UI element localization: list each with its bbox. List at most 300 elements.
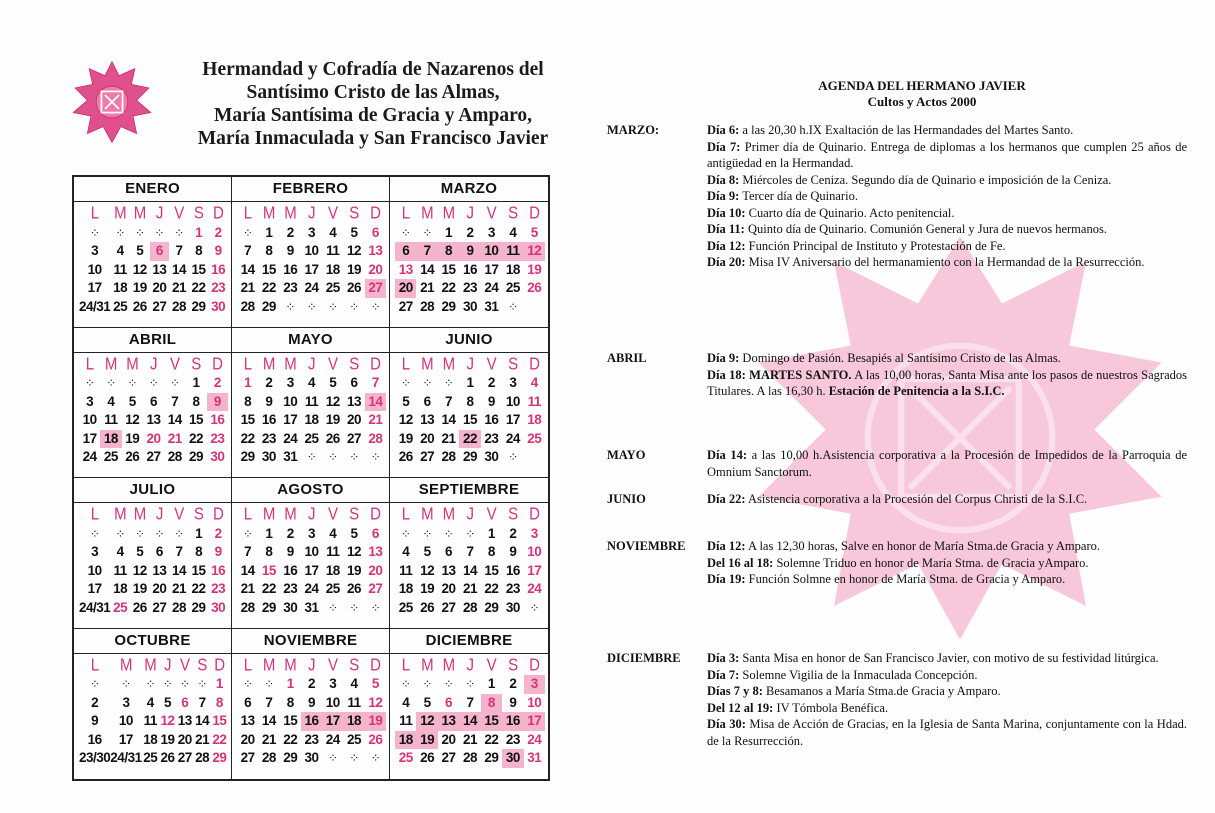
day-grid: [390, 503, 548, 617]
weekday-header: D: [529, 354, 540, 374]
weekday-header: M: [284, 504, 297, 525]
day-cell: 4: [530, 375, 538, 390]
day-cell: 7: [265, 694, 273, 710]
month-mayo: [232, 328, 390, 479]
day-cell: 15: [484, 562, 499, 578]
day-cell: 2: [214, 525, 222, 541]
day-cell: 20: [368, 261, 383, 277]
day-cell: 18: [343, 712, 364, 731]
day-cell: 8: [195, 243, 203, 258]
day-cell: 28: [441, 449, 456, 464]
month-name: MAYO: [232, 328, 389, 353]
day-cell: 3: [487, 224, 495, 240]
day-cell: 13: [177, 713, 192, 728]
day-cell: 31: [527, 750, 542, 765]
day-grid: [390, 353, 548, 467]
day-cell: 2: [509, 676, 517, 691]
day-cell: 17: [304, 261, 319, 277]
agenda-entry: [707, 122, 1187, 139]
day-cell: 10: [82, 412, 97, 427]
day-cell: 26: [420, 750, 435, 765]
day-cell: 24: [304, 280, 319, 295]
month-name: NOVIEMBRE: [232, 629, 389, 654]
header-line: María Santísima de Gracia y Amparo,: [213, 105, 533, 126]
entry-date: Día 20:: [707, 255, 746, 269]
day-cell: 7: [416, 242, 437, 261]
day-cell: 23: [283, 581, 298, 596]
day-cell: 10: [481, 242, 502, 261]
empty-day-marker: ⁘: [465, 677, 475, 691]
day-cell: 24: [484, 280, 499, 295]
day-cell: 2: [286, 525, 294, 541]
entry-date: Día 18: MARTES SANTO.: [707, 367, 852, 382]
day-cell: 1: [195, 525, 203, 541]
day-cell: 30: [304, 750, 319, 765]
day-grid: [74, 654, 231, 768]
entry-date: Día 12:: [707, 539, 746, 553]
day-cell: 17: [283, 412, 298, 427]
day-cell: 15: [191, 261, 206, 277]
day-cell: 22: [189, 430, 204, 446]
empty-day-marker: ⁘: [370, 299, 381, 314]
day-cell: 14: [459, 712, 480, 731]
day-cell: 1: [487, 676, 495, 691]
day-cell: 11: [347, 694, 361, 710]
day-cell: 15: [261, 261, 276, 277]
day-cell: 23: [484, 430, 499, 446]
weekday-header: D: [370, 354, 381, 374]
weekday-header: V: [328, 203, 338, 224]
day-cell: 8: [215, 694, 223, 710]
day-cell: 17: [527, 562, 542, 578]
day-cell: 6: [445, 544, 453, 559]
day-cell: 5: [423, 544, 431, 559]
empty-day-marker: ⁘: [328, 751, 338, 765]
day-grid: [74, 353, 231, 467]
day-cell: 20: [146, 430, 161, 446]
entry-date: Día 7:: [707, 667, 740, 682]
day-cell: 3: [86, 393, 94, 409]
day-cell: 28: [171, 599, 186, 615]
agenda-month-label: MARZO:: [607, 123, 660, 137]
empty-day-marker: ⁘: [508, 299, 518, 314]
month-name: JULIO: [74, 478, 231, 503]
day-cell: 21: [462, 731, 477, 747]
entry-text: Solemne Vigilia de la Inmaculada Concepción.: [742, 667, 978, 682]
entry-text: Misa IV Aniversario del hermanamiento con la Hermandad de la Resurrección.: [748, 255, 1145, 269]
day-cell: 7: [445, 393, 453, 409]
agenda-section: [607, 122, 1187, 271]
day-cell: 3: [509, 375, 517, 390]
weekday-header: S: [508, 354, 518, 374]
weekday-header: V: [180, 655, 190, 675]
day-cell: 14: [441, 412, 456, 427]
empty-day-marker: ⁘: [370, 450, 381, 464]
empty-day-marker: ⁘: [443, 677, 454, 691]
day-cell: 18: [113, 280, 128, 295]
day-cell: 14: [365, 393, 386, 412]
day-cell: 29: [189, 449, 204, 464]
entry-date: Día 19:: [707, 572, 746, 586]
day-cell: 23: [211, 581, 226, 596]
empty-day-marker: ⁘: [180, 677, 190, 691]
day-cell: 15: [481, 712, 502, 731]
day-grid: [232, 202, 389, 316]
day-grid: [390, 654, 548, 768]
day-cell: 4: [307, 375, 315, 390]
day-cell: 20: [441, 731, 456, 747]
weekday-header: M: [442, 504, 455, 525]
day-cell: 24: [283, 430, 298, 446]
day-cell: 9: [214, 544, 222, 559]
day-cell: 2: [265, 375, 273, 390]
agenda-entry: [707, 172, 1187, 189]
day-cell: 20: [347, 412, 362, 427]
empty-day-marker: ⁘: [134, 225, 145, 240]
day-cell: 12: [325, 393, 340, 409]
day-cell: 22: [484, 581, 499, 596]
day-cell: 11: [304, 393, 319, 409]
day-cell: 16: [484, 412, 499, 427]
day-cell: [524, 448, 545, 467]
empty-day-marker: ⁘: [328, 450, 338, 464]
day-cell: 27: [368, 581, 383, 596]
weekday-header: S: [349, 655, 359, 675]
day-cell: 29: [212, 750, 227, 765]
weekday-header: M: [126, 354, 139, 374]
day-cell: 29: [191, 298, 206, 314]
weekday-header: M: [284, 354, 297, 374]
day-cell: 22: [459, 430, 480, 449]
day-cell: 28: [171, 298, 186, 314]
month-marzo: [390, 177, 548, 328]
entry-text: Santa Misa en honor de San Francisco Javier, con motivo de su festividad litúrgica.: [742, 651, 1159, 665]
day-cell: 4: [402, 694, 410, 710]
day-cell: 12: [368, 694, 383, 710]
empty-day-marker: ⁘: [115, 526, 125, 541]
month-name: MARZO: [390, 177, 548, 202]
day-cell: 8: [265, 544, 273, 559]
agenda-entry: [707, 221, 1187, 238]
day-cell: 29: [261, 599, 276, 615]
empty-day-marker: ⁘: [264, 677, 274, 691]
day-cell: 17: [118, 731, 133, 747]
day-cell: 24: [505, 430, 520, 446]
agenda-month-label: MAYO: [607, 448, 646, 462]
weekday-header: L: [401, 354, 410, 374]
day-cell: 26: [368, 731, 383, 747]
day-cell: 8: [438, 242, 459, 261]
empty-day-marker: ⁘: [242, 677, 253, 691]
day-cell: 22: [484, 731, 499, 747]
day-cell: 6: [423, 393, 431, 409]
day-cell: 21: [462, 581, 477, 596]
day-cell: 17: [87, 581, 102, 596]
day-cell: 1: [244, 375, 252, 390]
day-cell: 15: [261, 562, 276, 578]
day-cell: 27: [177, 750, 192, 765]
day-cell: 28: [240, 298, 255, 314]
weekday-header: J: [466, 203, 474, 224]
day-cell: 6: [155, 544, 163, 559]
day-cell: [524, 298, 545, 317]
day-cell: 7: [175, 243, 183, 258]
day-cell: 16: [462, 261, 477, 277]
weekday-header: M: [114, 504, 127, 525]
day-cell: 7: [244, 243, 252, 258]
weekday-header: M: [421, 504, 434, 525]
day-grid: [74, 503, 231, 617]
day-cell: 22: [441, 280, 456, 295]
day-cell: 12: [132, 261, 147, 277]
day-cell: 7: [466, 544, 474, 559]
weekday-header: M: [144, 655, 157, 675]
day-cell: 6: [244, 694, 252, 710]
day-cell: 27: [365, 279, 386, 298]
agenda-title: AGENDA DEL HERMANO JAVIER: [818, 78, 1026, 93]
day-cell: 25: [527, 430, 542, 446]
weekday-header: M: [133, 504, 146, 525]
entry-text: Domingo de Pasión. Besapiés al Santísimo Cristo de las Almas.: [742, 351, 1061, 365]
empty-day-marker: ⁘: [306, 299, 317, 314]
empty-day-marker: ⁘: [465, 526, 475, 541]
entry-text: IV Tómbola Benéfica.: [776, 700, 889, 715]
weekday-header: L: [401, 655, 410, 675]
day-cell: 5: [423, 694, 431, 710]
month-name: ENERO: [74, 177, 231, 202]
day-cell: 2: [91, 694, 99, 710]
day-cell: 9: [265, 393, 273, 409]
day-cell: 7: [171, 393, 179, 409]
weekday-header: V: [328, 504, 338, 525]
empty-day-marker: ⁘: [400, 376, 411, 390]
day-cell: 20: [368, 562, 383, 578]
day-cell: 8: [487, 544, 495, 559]
day-cell: 26: [347, 280, 362, 295]
month-name: AGOSTO: [232, 478, 389, 503]
month-diciembre: [390, 629, 548, 780]
weekday-header: M: [284, 655, 297, 675]
weekday-header: V: [174, 504, 184, 525]
weekday-header: L: [243, 504, 252, 525]
day-cell: 14: [420, 261, 435, 277]
day-cell: 23: [304, 731, 319, 747]
empty-day-marker: ⁘: [106, 376, 116, 390]
day-cell: 23: [462, 280, 477, 295]
entry-text: Primer día de Quinario. Entrega de diplomas a los hermanos que cumplen 25 años de antigüedad en la Hermandad.: [707, 139, 1187, 170]
day-cell: 21: [195, 731, 210, 747]
empty-day-marker: ⁘: [84, 376, 95, 390]
day-cell: 18: [304, 412, 319, 427]
day-cell: 21: [167, 430, 182, 446]
day-cell: 17: [322, 712, 343, 731]
weekday-header: V: [486, 203, 497, 224]
day-cell: 12: [125, 412, 140, 427]
agenda-entry: [707, 667, 1187, 684]
day-cell: 30: [484, 449, 499, 464]
day-cell: 17: [484, 261, 499, 277]
day-cell: 12: [416, 712, 437, 731]
day-cell: 25: [398, 599, 413, 615]
day-cell: 16: [283, 261, 298, 277]
agenda-entry: [707, 538, 1187, 555]
day-cell: 6: [371, 525, 379, 541]
weekday-header: S: [193, 203, 204, 224]
day-cell: 1: [215, 676, 223, 691]
month-name: FEBRERO: [232, 177, 389, 202]
day-cell: 23: [210, 430, 225, 446]
month-julio: [74, 478, 232, 629]
entry-date: Día 7:: [707, 139, 741, 154]
day-cell: 16: [505, 562, 520, 578]
day-cell: 5: [350, 224, 358, 240]
day-cell: 18: [100, 430, 121, 449]
weekday-header: J: [307, 203, 315, 224]
day-cell: 6: [395, 242, 416, 261]
weekday-header: J: [466, 504, 474, 525]
day-cell: 19: [347, 562, 362, 578]
day-cell: 4: [146, 694, 154, 710]
day-cell: 20: [152, 581, 167, 596]
day-cell: 26: [420, 599, 435, 615]
day-cell: 13: [420, 412, 435, 427]
day-cell: 30: [462, 298, 477, 314]
day-cell: 2: [307, 676, 315, 691]
day-cell: 31: [283, 449, 298, 464]
day-cell: 27: [152, 298, 167, 314]
weekday-header: M: [421, 655, 434, 675]
day-cell: 18: [527, 412, 542, 427]
day-cell: 17: [524, 712, 545, 731]
entry-text: Asistencia corporativa a la Procesión del Corpus Christi de la S.I.C.: [747, 492, 1088, 506]
weekday-header: M: [104, 354, 117, 374]
day-cell: 4: [509, 224, 517, 240]
day-cell: 9: [459, 242, 480, 261]
entry-date: Día 14:: [707, 448, 748, 462]
day-cell: 24: [325, 731, 340, 747]
day-cell: 9: [214, 243, 222, 258]
day-cell: 10: [283, 393, 298, 409]
day-cell: 7: [198, 694, 206, 710]
day-cell: 20: [420, 430, 435, 446]
weekday-header: M: [262, 203, 275, 224]
day-cell: 8: [244, 393, 252, 409]
day-cell: 22: [261, 280, 276, 295]
day-cell: 30: [211, 298, 226, 314]
weekday-header: J: [307, 504, 315, 525]
day-cell: 11: [399, 562, 413, 578]
day-cell: 9: [509, 694, 517, 710]
empty-day-marker: ⁘: [174, 225, 184, 240]
weekday-header: V: [328, 354, 338, 374]
agenda-entry: [707, 700, 1187, 717]
empty-day-marker: ⁘: [400, 677, 411, 691]
weekday-header: V: [486, 354, 497, 374]
day-cell: 6: [350, 375, 358, 390]
day-cell: 27: [347, 430, 362, 446]
day-cell: 7: [371, 375, 379, 390]
day-cell: 25: [304, 430, 319, 446]
entry-text: a las 20,30 h.IX Exaltación de las Hermandades del Martes Santo.: [742, 123, 1074, 137]
day-cell: 27: [146, 449, 161, 464]
entry-text: Miércoles de Ceniza. Segundo día de Quinario e imposición de la Ceniza.: [742, 172, 1112, 187]
weekday-header: S: [349, 504, 359, 525]
day-cell: 30: [283, 599, 298, 615]
agenda-entry: [707, 683, 1187, 700]
day-cell: 16: [502, 712, 523, 731]
day-cell: 16: [301, 712, 322, 731]
month-octubre: [74, 629, 232, 780]
weekday-header: D: [214, 655, 225, 675]
day-cell: 9: [286, 243, 294, 258]
day-cell: 11: [113, 562, 127, 578]
weekday-header: M: [114, 203, 127, 224]
weekday-header: J: [307, 655, 315, 675]
day-cell: 12: [524, 242, 545, 261]
entry-text: Tercer día de Quinario.: [742, 189, 858, 203]
day-cell: 30: [505, 599, 520, 615]
day-cell: 30: [261, 449, 276, 464]
weekday-header: M: [421, 354, 434, 374]
day-cell: 24: [304, 581, 319, 596]
month-name: DICIEMBRE: [390, 629, 548, 654]
day-cell: 1: [265, 224, 273, 240]
agenda-month-label: JUNIO: [607, 492, 646, 506]
day-cell: 26: [325, 430, 340, 446]
day-cell: 21: [171, 581, 186, 596]
brotherhood-title: [178, 58, 568, 150]
empty-day-marker: ⁘: [328, 299, 338, 314]
day-cell: 23: [261, 430, 276, 446]
day-cell: 29: [484, 750, 499, 765]
day-cell: 14: [167, 412, 182, 427]
day-cell: 25: [113, 599, 128, 615]
entry-text: Quinto día de Quinario. Comunión General y Jura de nuevos hermanos.: [747, 222, 1107, 236]
day-cell: 20: [152, 280, 167, 295]
day-cell: 19: [527, 261, 542, 277]
day-cell: 19: [132, 280, 147, 295]
day-cell: 25: [103, 449, 118, 464]
empty-day-marker: ⁘: [422, 225, 432, 240]
day-cell: 11: [326, 544, 340, 559]
agenda-section: [607, 650, 1187, 749]
agenda-entry: [707, 571, 1187, 588]
day-cell: 20: [240, 731, 255, 747]
day-cell: 25: [505, 280, 520, 295]
day-cell: 1: [192, 375, 200, 390]
empty-day-marker: ⁘: [508, 450, 518, 464]
empty-day-marker: ⁘: [89, 526, 100, 541]
day-cell: 22: [191, 581, 206, 596]
day-cell: 28: [462, 750, 477, 765]
day-cell: 5: [371, 676, 379, 691]
day-cell: 5: [350, 525, 358, 541]
day-grid: [232, 503, 389, 617]
empty-day-marker: ⁘: [154, 225, 165, 240]
day-cell: 5: [136, 243, 144, 258]
day-cell: 13: [152, 562, 167, 578]
month-noviembre: [232, 629, 390, 780]
day-cell: 16: [211, 562, 226, 578]
day-cell: 9: [207, 393, 228, 412]
day-cell: 1: [286, 676, 294, 691]
day-cell: 8: [195, 544, 203, 559]
weekday-header: L: [85, 354, 94, 374]
empty-day-marker: ⁘: [145, 677, 156, 691]
day-cell: 30: [502, 749, 523, 768]
day-cell: 18: [398, 581, 413, 596]
weekday-header: L: [90, 655, 99, 675]
